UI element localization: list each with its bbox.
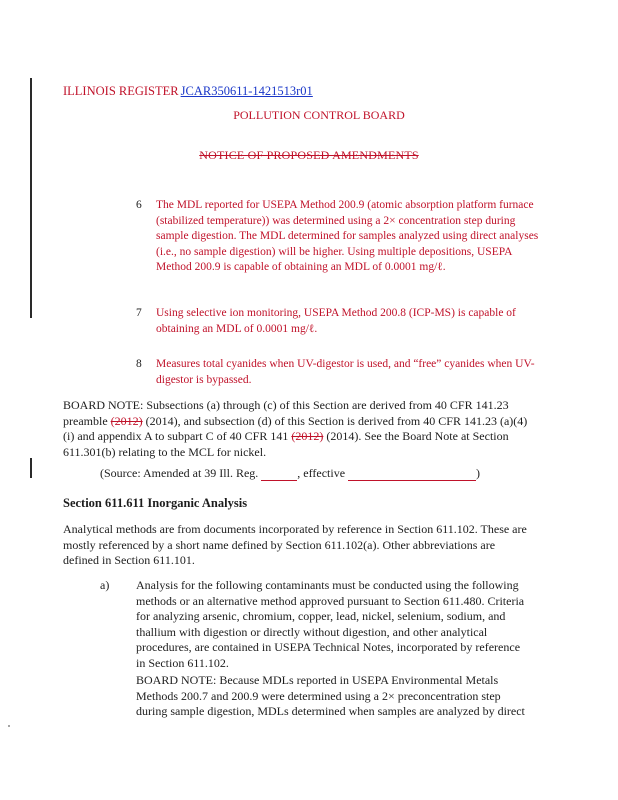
notice-title: NOTICE OF PROPOSED AMENDMENTS [199, 148, 419, 162]
section-title: Section 611.611 Inorganic Analysis [63, 496, 248, 510]
footnote-number: 6 [136, 199, 142, 211]
date-blank [348, 468, 476, 481]
scan-speck [8, 725, 10, 727]
source-effective: , effective [297, 466, 346, 480]
register-title: ILLINOIS REGISTER [63, 84, 179, 98]
register-header [63, 84, 313, 99]
document-id-link[interactable]: JCAR350611-1421513r01 [180, 84, 313, 98]
board-title: POLLUTION CONTROL BOARD [233, 108, 405, 122]
board-note-text: (2014), and subsection (d) of this Section is derived from 40 CFR 141.23 (a)(4)(i) and appendix A to subpart C of 40 CFR 141 [63, 413, 528, 443]
change-bar [30, 78, 32, 318]
source-suffix: ) [476, 466, 481, 480]
footnote-number: 7 [136, 307, 142, 319]
board-note-text: (2014). See the Board Note at Section 611.301(b) relating to the MCL for nickel. [63, 429, 509, 459]
item-label: a) [100, 578, 110, 592]
footnote-7 [136, 306, 546, 338]
footnote-6 [136, 198, 546, 278]
footnote-text: Measures total cyanides when UV-digestor is used, and “free” cyanides when UV-digestor is bypassed. [156, 358, 535, 386]
section-intro: Analytical methods are from documents incorporated by reference in Section 611.102. These are mostly referenced by a short name defined by Section 611.102(a). Other abbreviations are defined in Section 611.101. [63, 522, 527, 567]
footnote-text: The MDL reported for USEPA Method 200.9 (atomic absorption platform furnace (stabilized temperature)) was determined using a 2× concentration step during sample digestion. The MDL determined for samples analyzed using direct analyses (i.e., no sample digestion) will be higher. Using multiple depositions, USEPA Method 200.9 is capable of obtaining an MDL of 0.0001 mg/ℓ. [156, 199, 539, 273]
board-note [63, 398, 533, 460]
footnote-number: 8 [136, 358, 142, 370]
board-note-text: BOARD NOTE: Subsections (a) through (c) of this Section are derived from 40 CFR 141.23 preamble [63, 398, 509, 428]
source-line [100, 466, 480, 481]
item-text: Analysis for the following contaminants must be conducted using the following methods or an alternative method approved pursuant to Section 611.480. Criteria for analyzing arsenic, chromium, copper, lead, nickel, selenium, sodium, and thallium with digestion or directly without digestion, and other analytical procedures, are contained in USEPA Technical Notes, incorporated by reference in Section 611.102. [136, 578, 525, 670]
footnote-text: Using selective ion monitoring, USEPA Method 200.8 (ICP-MS) is capable of obtaining an MDL of 0.0001 mg/ℓ. [156, 307, 516, 335]
source-prefix: (Source: Amended at 39 Ill. Reg. [100, 466, 259, 480]
deleted-year: (2012) [291, 429, 324, 443]
item-board-note: BOARD NOTE: Because MDLs reported in USEPA Environmental Metals Methods 200.7 and 200.9 were determined using a 2× preconcentration step during sample digestion, MDLs determined when samples are analyzed by direct [136, 673, 525, 718]
footnote-8 [136, 357, 546, 389]
change-bar [30, 458, 32, 478]
volume-blank [261, 468, 297, 481]
deleted-year: (2012) [110, 413, 143, 428]
